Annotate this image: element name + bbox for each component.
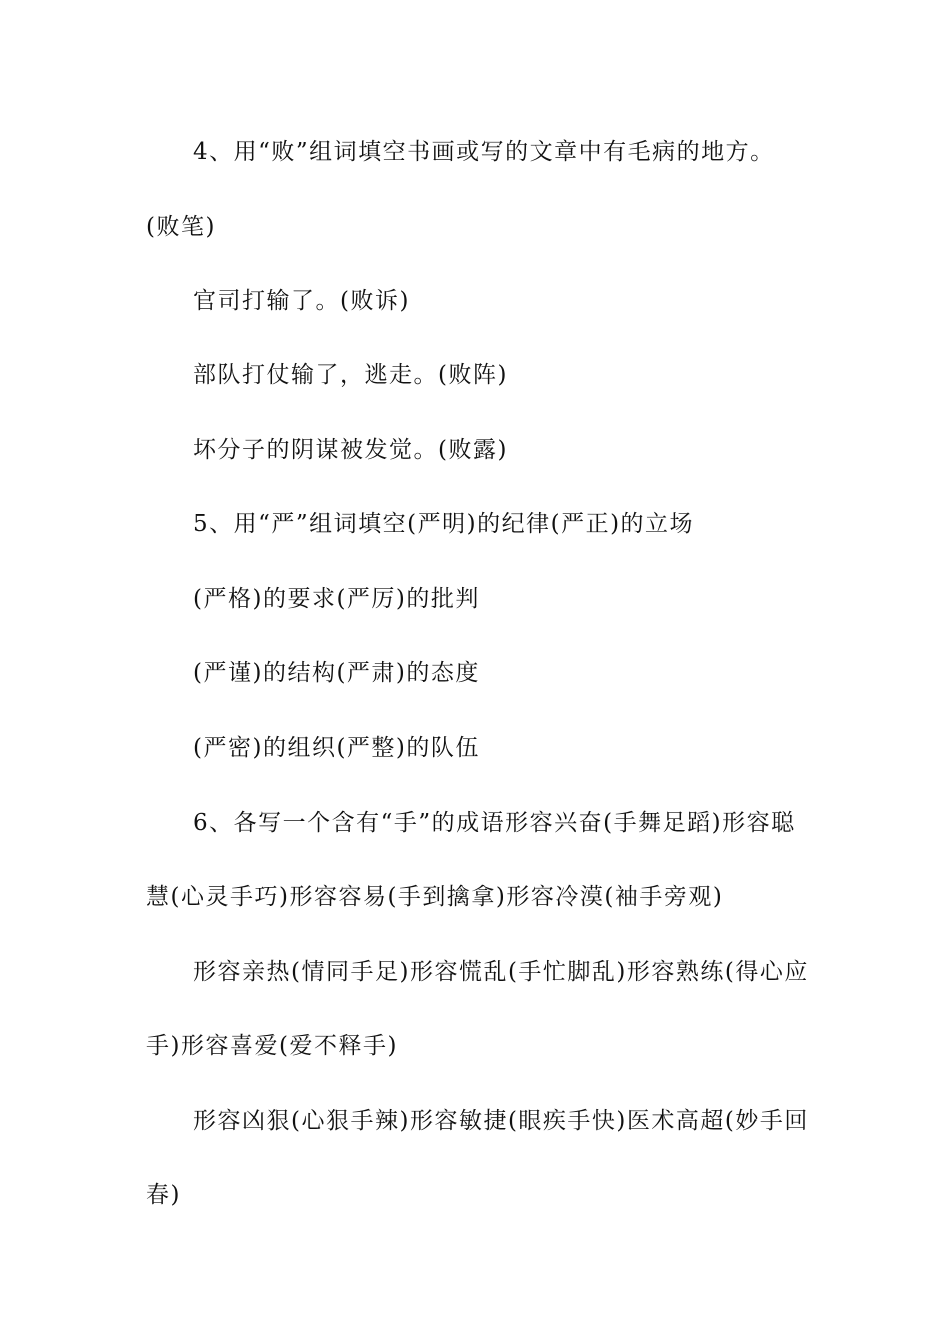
item-6-line-1: 6、各写一个含有“手”的成语形容兴奋(手舞足蹈)形容聪 (193, 810, 796, 836)
item-6-line-4: 手)形容喜爱(爱不释手) (146, 1033, 398, 1059)
item-6-line-5: 形容凶狠(心狠手辣)形容敏捷(眼疾手快)医术高超(妙手回 (193, 1108, 809, 1134)
item-6-line-3: 形容亲热(情同手足)形容慌乱(手忙脚乱)形容熟练(得心应 (193, 959, 809, 985)
item-6-line-2: 慧(心灵手巧)形容容易(手到擒拿)形容冷漠(袖手旁观) (146, 884, 724, 910)
item-4-line-5: 坏分子的阴谋被发觉。(败露) (193, 437, 508, 463)
item-4-line-2: (败笔) (146, 214, 216, 240)
item-5-line-1: 5、用“严”组词填空(严明)的纪律(严正)的立场 (193, 511, 695, 537)
item-5-line-2: (严格)的要求(严厉)的批判 (193, 586, 480, 612)
item-6-line-6: 春) (146, 1182, 181, 1208)
item-4-line-1: 4、用“败”组词填空书画或写的文章中有毛病的地方。 (193, 139, 775, 165)
item-5-line-4: (严密)的组织(严整)的队伍 (193, 735, 480, 761)
item-4-line-3: 官司打输了。(败诉) (193, 288, 410, 314)
item-4-line-4: 部队打仗输了，逃走。(败阵) (193, 362, 508, 388)
item-5-line-3: (严谨)的结构(严肃)的态度 (193, 660, 480, 686)
